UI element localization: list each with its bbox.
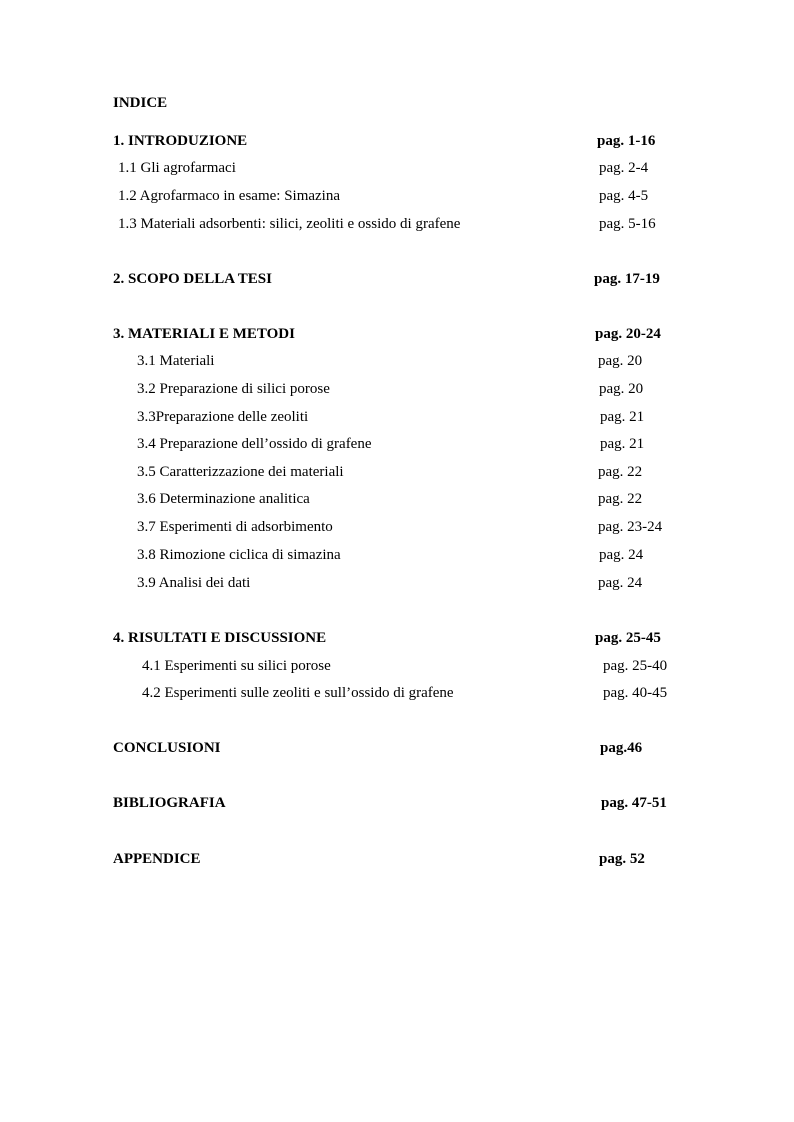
toc-entry-page: pag. 22 (598, 491, 643, 507)
toc-entry-label: 2. SCOPO DELLA TESI (113, 271, 272, 287)
toc-entry-label: 3.8 Rimozione ciclica di simazina (137, 547, 341, 563)
toc-entry-page: pag.46 (600, 740, 643, 756)
toc-entry-page: pag. 24 (598, 575, 643, 591)
toc-entry-label: 3.1 Materiali (137, 353, 215, 369)
toc-entry-label: 1. INTRODUZIONE (113, 133, 248, 149)
toc-entry-label: 1.3 Materiali adsorbenti: silici, zeoliti e ossido di grafene (118, 216, 461, 232)
toc-entry-page: pag. 52 (599, 851, 645, 867)
toc-entry-page: pag. 5-16 (599, 216, 656, 232)
toc-entry-label: 3.9 Analisi dei dati (137, 575, 251, 591)
toc-entry-label: 3.4 Preparazione dell’ossido di grafene (137, 436, 372, 452)
toc-entry-page: pag. 21 (600, 436, 645, 452)
toc-entry-label: 1.1 Gli agrofarmaci (118, 160, 236, 176)
toc-entry-page: pag. 17-19 (594, 271, 660, 287)
toc-entry-label: 3.6 Determinazione analitica (137, 491, 310, 507)
toc-entry-label: APPENDICE (113, 851, 201, 867)
toc-entry-label: 3.7 Esperimenti di adsorbimento (137, 519, 333, 535)
toc-entry-page: pag. 20-24 (595, 326, 661, 342)
toc-entry-label: 1.2 Agrofarmaco in esame: Simazina (118, 188, 341, 204)
toc-entry-label: BIBLIOGRAFIA (113, 795, 226, 811)
toc-entry-page: pag. 25-40 (603, 658, 668, 674)
toc-entry-label: 4.1 Esperimenti su silici porose (142, 658, 331, 674)
toc-title: INDICE (113, 95, 168, 111)
toc-entry-page: pag. 25-45 (595, 630, 661, 646)
toc-entry-page: pag. 22 (598, 464, 643, 480)
toc-entry-page: pag. 21 (600, 409, 645, 425)
toc-entry-page: pag. 24 (599, 547, 644, 563)
toc-entry-page: pag. 40-45 (603, 685, 668, 701)
toc-entry-label: 4.2 Esperimenti sulle zeoliti e sull’ossido di grafene (142, 685, 454, 701)
toc-entry-label: 3.5 Caratterizzazione dei materiali (137, 464, 344, 480)
toc-entry-page: pag. 47-51 (601, 795, 667, 811)
toc-entry-label: 4. RISULTATI E DISCUSSIONE (113, 630, 327, 646)
toc-entry-page: pag. 4-5 (599, 188, 649, 204)
toc-entry-page: pag. 2-4 (599, 160, 649, 176)
toc-entry-label: 3. MATERIALI E METODI (113, 326, 295, 342)
toc-entry-page: pag. 20 (598, 353, 643, 369)
toc-entry-page: pag. 20 (599, 381, 644, 397)
toc-entry-page: pag. 1-16 (597, 133, 656, 149)
toc-entry-label: CONCLUSIONI (113, 740, 221, 756)
toc-entry-page: pag. 23-24 (598, 519, 663, 535)
toc-entry-label: 3.3Preparazione delle zeoliti (137, 409, 309, 425)
toc-entry-label: 3.2 Preparazione di silici porose (137, 381, 330, 397)
